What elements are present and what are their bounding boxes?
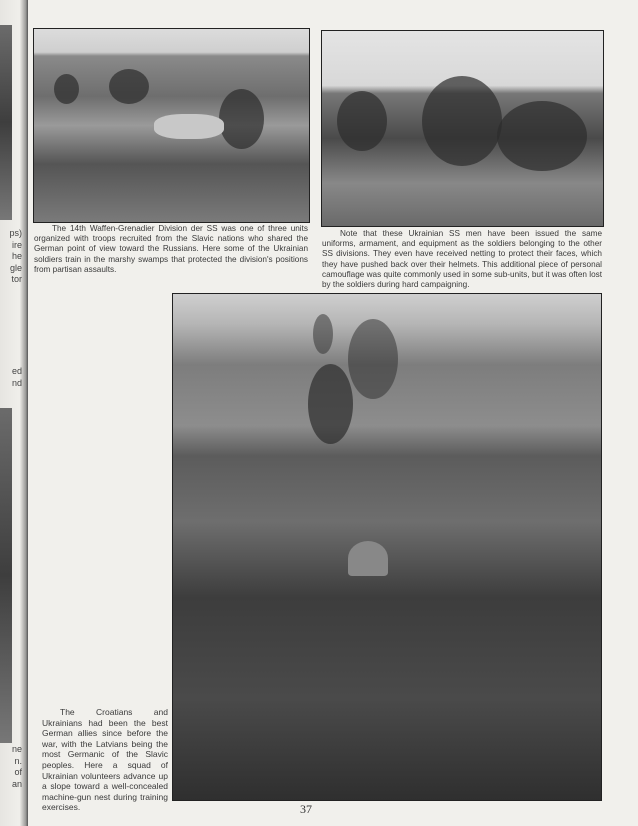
photo-ukrainian-ss-soldiers [321, 30, 604, 227]
previous-page-text-fragment: ps) ire he gle tor [9, 228, 22, 284]
helmet [348, 541, 388, 576]
previous-page-text-fragment: ne n. of an [11, 744, 22, 789]
photo-soldiers-in-marsh [33, 28, 310, 223]
previous-page-text-fragment: ed nd [11, 366, 22, 388]
page-number: 37 [300, 802, 312, 816]
previous-page-photo [0, 408, 12, 743]
caption-bottom-left: The Croatians and Ukrainians had been the best German allies since before the war, with the Latvians being the most Germanic of the Slavic peoples. Here a squad of Ukrainian volunteers advance up a slope toward a well-concealed machine-gun nest during training exercises. [42, 707, 168, 813]
caption-top-right: Note that these Ukrainian SS men have been issued the same uniforms, armament, and equipment as the soldiers belonging to the other SS divisions. They even have received netting to protect their faces, which they have pushed back over their helmets. This additional piece of personal camouflage was quite commonly used in some sub-units, but it was often lost by the soldiers during hard campaigning. [322, 229, 602, 290]
photo-squad-advancing-on-machine-gun-nest [172, 293, 602, 801]
previous-page-photo [0, 25, 12, 220]
caption-top-left: The 14th Waffen-Grenadier Division der SS was one of three units organized with troops recruited from the Slavic nations who shared the German point of view toward the Russians. Here some of the Ukrainian soldiers train in the marshy swamps that protected the division's positions from partisan assaults. [34, 224, 308, 274]
water-channel [154, 114, 224, 139]
